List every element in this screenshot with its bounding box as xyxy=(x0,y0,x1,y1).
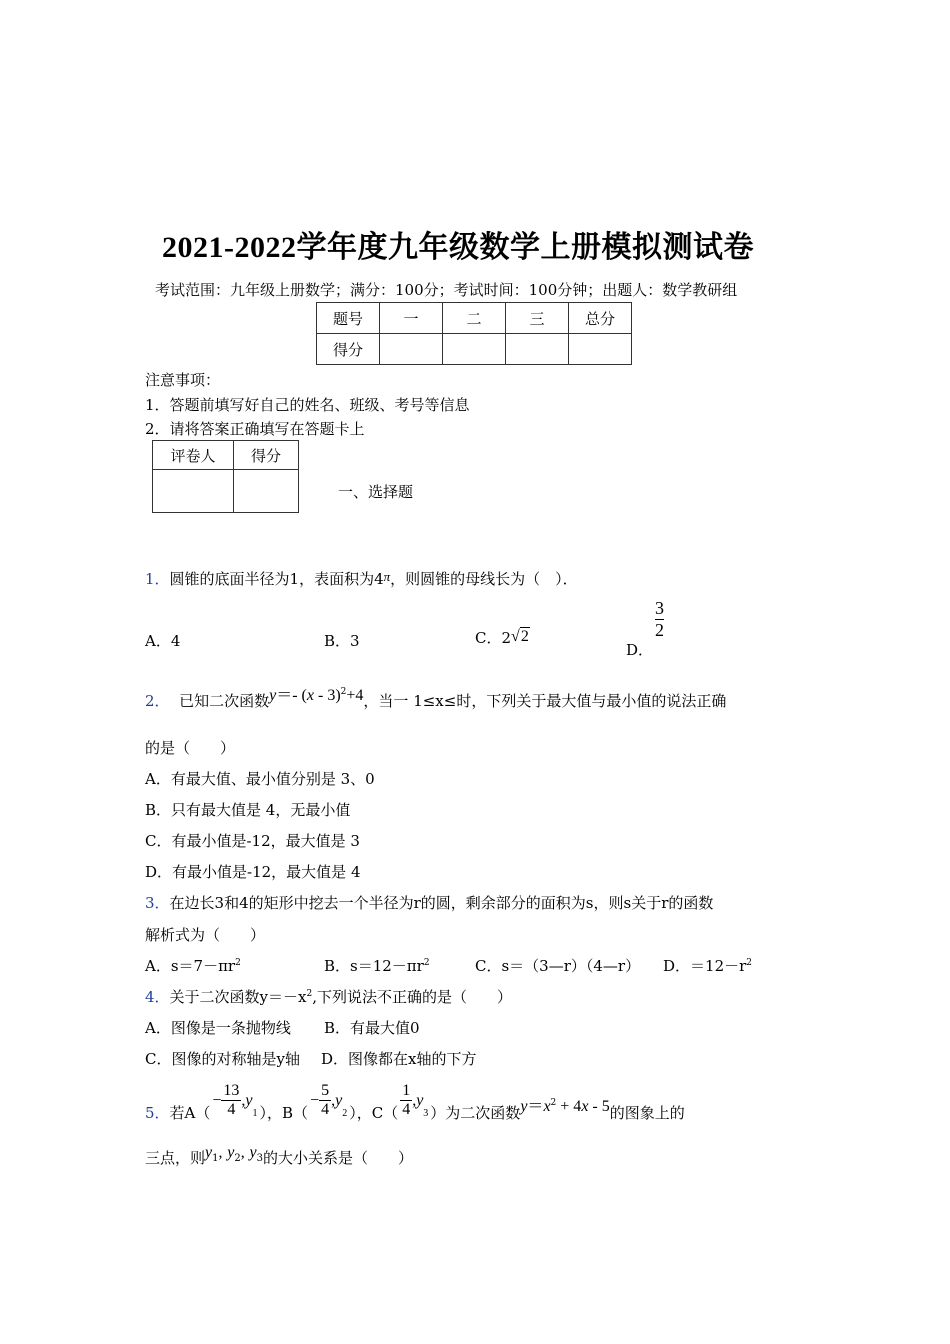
question-text: 的图象上的 xyxy=(609,1104,685,1122)
question-text: 圆锥的底面半径为1，表面积为4 xyxy=(169,570,384,588)
var-y: y xyxy=(335,1091,343,1109)
score-input-cell[interactable] xyxy=(569,334,632,365)
grader-table-input-row xyxy=(153,470,299,513)
formula-part: - 5 xyxy=(588,1098,610,1115)
score-cell: 得分 xyxy=(317,334,380,365)
question-text: 在边长3和4的矩形中挖去一个半径为r的圆，剩余部分的面积为s，则s关于r的函数 xyxy=(169,894,714,912)
comma: , xyxy=(240,1144,245,1161)
minus-sign: − xyxy=(212,1091,222,1109)
q2-option-b[interactable]: B．只有最大值是 4，无最小值 xyxy=(145,801,351,819)
question-text: 若A（ xyxy=(169,1104,211,1122)
score-input-cell[interactable] xyxy=(443,334,506,365)
question-text: 的大小关系是（ ） xyxy=(263,1149,414,1167)
question-number: 5． xyxy=(145,1104,170,1122)
subscript: 1 xyxy=(212,1153,219,1164)
question-number: 1． xyxy=(145,570,170,588)
formula-part: ＝- ( xyxy=(276,687,307,704)
q3-option-d[interactable] xyxy=(663,955,752,976)
var-y: y xyxy=(205,1144,213,1161)
question-number: 2． xyxy=(145,692,170,710)
page-title: 2021-2022学年度九年级数学上册模拟测试卷 xyxy=(162,231,754,264)
comma: , xyxy=(331,1091,336,1109)
question-4 xyxy=(145,986,512,1007)
subscript: 3 xyxy=(423,1108,429,1120)
notes-item-1: 1．答题前填写好自己的姓名、班级、考号等信息 xyxy=(145,396,470,414)
question-5 xyxy=(145,1078,685,1123)
q4-option-a[interactable]: A．图像是一条抛物线 xyxy=(145,1019,291,1037)
notes-heading: 注意事项： xyxy=(145,371,221,389)
question-text: ,下列说法不正确的是（ ） xyxy=(312,988,512,1006)
superscript: 2 xyxy=(746,958,753,968)
var-y: y xyxy=(249,1144,257,1161)
fraction xyxy=(400,1082,412,1120)
formula-x: x xyxy=(306,687,314,704)
q4-option-b[interactable]: B．有最大值0 xyxy=(324,1019,420,1037)
score-cell: 题号 xyxy=(317,303,380,334)
formula xyxy=(520,1093,609,1116)
subscript: 2 xyxy=(342,1108,348,1120)
pi-symbol: π xyxy=(383,569,391,584)
denominator: 4 xyxy=(227,1101,236,1118)
fraction xyxy=(653,598,666,640)
var-y: y xyxy=(227,1144,235,1161)
notes-item-2: 2．请将答案正确填写在答题卡上 xyxy=(145,420,365,438)
numerator: 5 xyxy=(319,1082,331,1101)
point-c-x xyxy=(400,1082,428,1120)
question-number: 4． xyxy=(145,988,170,1006)
denominator: 2 xyxy=(655,619,665,640)
subscript: 2 xyxy=(234,1153,241,1164)
formula-part: + 4 xyxy=(556,1098,582,1115)
point-a-x xyxy=(212,1082,257,1120)
option-text: A．s＝7－πr xyxy=(145,957,236,975)
option-text: D．＝12－r xyxy=(663,957,747,975)
numerator: 1 xyxy=(400,1082,412,1101)
question-text: ）为二次函数 xyxy=(430,1104,521,1122)
score-table-header-row xyxy=(317,303,632,334)
numerator: 13 xyxy=(221,1082,241,1101)
q1-option-c[interactable] xyxy=(475,627,530,648)
question-number: 3． xyxy=(145,894,170,912)
numerator: 3 xyxy=(655,598,665,618)
q4-option-c[interactable]: C．图像的对称轴是y轴 xyxy=(145,1050,300,1068)
grader-cell: 得分 xyxy=(234,441,299,470)
subscript: 1 xyxy=(252,1108,258,1120)
comma: , xyxy=(218,1144,223,1161)
q1-option-a[interactable]: A．4 xyxy=(145,632,181,650)
section-title-choice: 一、选择题 xyxy=(338,483,414,501)
formula-y: y xyxy=(520,1098,528,1115)
sqrt-symbol: √2 xyxy=(511,628,529,645)
q4-option-d[interactable]: D．图像都在x轴的下方 xyxy=(321,1050,477,1068)
score-input-cell[interactable] xyxy=(380,334,443,365)
formula-y: y xyxy=(269,687,277,704)
point-b-x xyxy=(310,1082,347,1120)
denominator: 4 xyxy=(402,1101,411,1118)
grader-table xyxy=(152,440,299,513)
fraction xyxy=(319,1082,331,1120)
grader-cell: 评卷人 xyxy=(153,441,234,470)
subscript: 3 xyxy=(256,1153,264,1164)
formula-part: +4 xyxy=(346,687,364,704)
var-y: y xyxy=(245,1091,253,1109)
option-label: C．2 xyxy=(475,629,512,647)
question-1 xyxy=(145,568,578,589)
question-text: 三点，则 xyxy=(145,1149,206,1167)
q3-option-a[interactable] xyxy=(145,955,241,976)
question-3 xyxy=(145,892,713,913)
superscript: 2 xyxy=(306,989,313,999)
q2-option-c[interactable]: C．有最小值是-12，最大值是 3 xyxy=(145,832,360,850)
question-text: ），B（ xyxy=(259,1104,309,1122)
y-variables xyxy=(205,1143,264,1164)
grader-input-cell[interactable] xyxy=(153,470,234,513)
formula-part: - 3) xyxy=(314,687,341,704)
option-label: D． xyxy=(626,641,654,660)
score-table-score-row xyxy=(317,334,632,365)
q2-option-a[interactable]: A．有最大值、最小值分别是 3、0 xyxy=(145,770,375,788)
sqrt-radicand: 2 xyxy=(520,628,529,645)
score-cell: 二 xyxy=(443,303,506,334)
var-y: y xyxy=(416,1091,424,1109)
score-table xyxy=(316,302,632,365)
grader-table-header-row xyxy=(153,441,299,470)
minus-sign: − xyxy=(310,1091,320,1109)
grader-input-cell[interactable] xyxy=(234,470,299,513)
exam-info-line: 考试范围：九年级上册数学；满分：100分；考试时间：100分钟；出题人：数学教研组 xyxy=(155,281,738,299)
question-2-line2: 的是（ ） xyxy=(145,739,236,757)
q3-option-c[interactable]: C．s＝（3—r）（4—r） xyxy=(475,957,641,975)
superscript: 2 xyxy=(235,958,241,968)
formula-part: ＝ xyxy=(527,1098,544,1115)
question-text: 已知二次函数 xyxy=(179,692,270,710)
comma: , xyxy=(412,1091,417,1109)
formula-x: x xyxy=(543,1098,551,1115)
q2-option-d[interactable]: D．有最小值是-12，最大值是 4 xyxy=(145,863,361,881)
question-2 xyxy=(145,688,726,711)
q1-option-d[interactable] xyxy=(626,598,666,660)
q3-option-b[interactable] xyxy=(324,955,430,976)
option-text: B．s＝12－πr xyxy=(324,957,424,975)
score-cell: 总分 xyxy=(569,303,632,334)
question-5-line2 xyxy=(145,1144,414,1170)
score-input-cell[interactable] xyxy=(506,334,569,365)
fraction xyxy=(221,1082,241,1120)
question-3-line2: 解析式为（ ） xyxy=(145,926,266,944)
formula-exponent: 2 xyxy=(340,687,347,697)
denominator: 4 xyxy=(321,1101,330,1118)
question-text: 关于二次函数y＝－x xyxy=(169,988,307,1006)
comma: , xyxy=(241,1091,246,1109)
question-text: ），C（ xyxy=(349,1104,399,1122)
question-text: ，当一 1≤x≤时，下列关于最大值与最小值的说法正确 xyxy=(363,692,727,710)
formula-x: x xyxy=(581,1098,589,1115)
question-text: ，则圆锥的母线长为（ ）． xyxy=(390,570,578,588)
q1-option-b[interactable]: B．3 xyxy=(324,632,360,650)
formula xyxy=(269,686,363,704)
score-cell: 三 xyxy=(506,303,569,334)
formula-exponent: 2 xyxy=(550,1098,557,1108)
superscript: 2 xyxy=(423,958,430,968)
score-cell: 一 xyxy=(380,303,443,334)
